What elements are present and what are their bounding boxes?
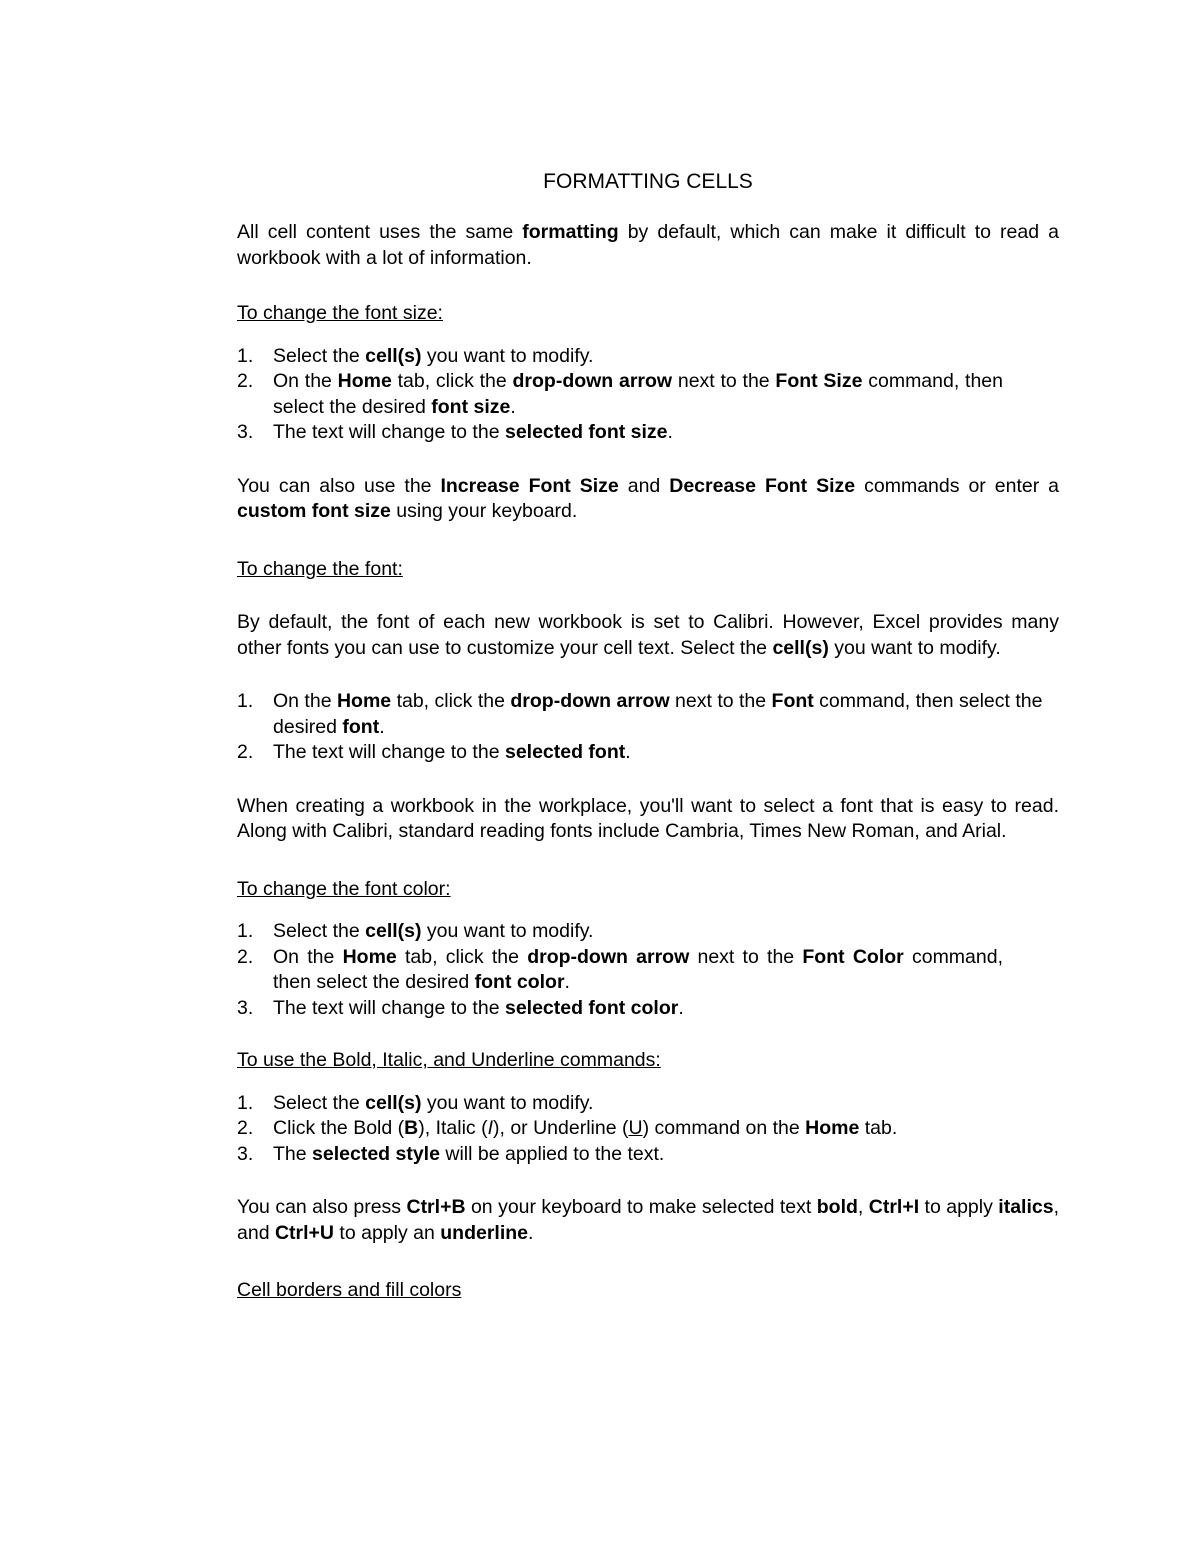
page-title: FORMATTING CELLS: [543, 170, 753, 193]
font-size-note: [237, 474, 1059, 525]
step-text: .: [564, 971, 570, 993]
step-bold: Home: [336, 690, 392, 712]
step-text: On the: [273, 690, 337, 712]
italic-glyph: I: [487, 1117, 493, 1139]
section-heading-font-color: To change the font color:: [237, 877, 451, 900]
biu-steps: [237, 1091, 1059, 1168]
step-text: ), or Underline (: [493, 1117, 629, 1139]
step-text: next to the: [689, 945, 803, 968]
step-text: tab, click the: [391, 690, 511, 712]
note-text: , and: [237, 1196, 1059, 1244]
font-size-steps: [237, 344, 1059, 446]
list-item: [237, 740, 1059, 766]
biu-note: [237, 1195, 1059, 1246]
list-item: [237, 945, 1059, 996]
list-number: 1.: [237, 1091, 254, 1114]
step-bold: cell(s): [365, 920, 422, 942]
step-bold: Font: [771, 690, 814, 712]
step-bold: font size: [431, 395, 511, 418]
list-number: 2.: [237, 945, 254, 968]
list-item: [237, 919, 1059, 945]
section-heading-biu: To use the Bold, Italic, and Underline commands:: [237, 1049, 661, 1071]
step-bold: font: [342, 715, 380, 738]
para-text: By default, the font of each new workbook is set to Calibri. However, Excel provides many other fonts you can use to customize your cell text. Select the: [237, 611, 1059, 659]
step-text: tab, click the: [396, 945, 528, 968]
step-text: .: [510, 395, 516, 418]
list-number: 3.: [237, 421, 254, 443]
note-text: using your keyboard.: [390, 500, 578, 522]
step-text: ) command on the: [642, 1117, 806, 1139]
step-text: next to the: [672, 370, 776, 392]
step-text: The text will change to the: [273, 996, 505, 1019]
note-text: and: [618, 474, 670, 497]
step-text: command, then select the desired: [273, 690, 1043, 738]
step-bold: selected style: [312, 1142, 440, 1165]
step-text: The: [273, 1142, 313, 1165]
step-text: will be applied to the text.: [439, 1142, 665, 1165]
intro-bold-term: formatting: [522, 221, 619, 243]
list-item: [237, 344, 1059, 370]
note-text: to apply an: [334, 1221, 441, 1244]
intro-text: All cell content uses the same: [237, 221, 523, 243]
list-number: 1.: [237, 920, 254, 942]
font-steps: [237, 689, 1059, 766]
step-text: .: [379, 715, 385, 738]
note-text: You can also press: [237, 1196, 407, 1218]
step-bold: drop-down arrow: [512, 370, 673, 392]
step-text: On the: [273, 370, 338, 392]
note-text: You can also use the: [237, 474, 441, 497]
note-text: to apply: [919, 1196, 999, 1218]
para-bold: cell(s): [772, 636, 829, 659]
list-number: 3.: [237, 1142, 254, 1165]
note-bold: Ctrl+B: [406, 1196, 466, 1218]
step-text: next to the: [669, 690, 772, 712]
step-bold: selected font color: [504, 996, 679, 1019]
step-bold: Home: [342, 945, 397, 968]
step-text: you want to modify.: [421, 1091, 594, 1114]
step-text: The text will change to the: [273, 741, 505, 763]
font-paragraph: [237, 610, 1059, 661]
step-text: tab.: [859, 1117, 898, 1139]
step-text: Select the: [273, 920, 366, 942]
step-text: Select the: [273, 344, 366, 367]
note-bold: Decrease Font Size: [669, 474, 856, 497]
intro-paragraph: [237, 220, 1059, 271]
step-text: command, then select the desired: [273, 370, 1003, 418]
bold-glyph: B: [404, 1117, 419, 1139]
section-heading-font: To change the font:: [237, 557, 403, 580]
list-item: [237, 689, 1059, 740]
note-bold: italics: [998, 1196, 1054, 1218]
section-heading-font-size: To change the font size:: [237, 302, 443, 324]
step-bold: cell(s): [365, 344, 422, 367]
step-text: .: [678, 996, 684, 1019]
para-text: you want to modify.: [828, 636, 1001, 659]
list-item: [237, 1142, 1059, 1168]
intro-text: by default, which can make it difficult to read a workbook with a lot of information.: [237, 221, 1059, 269]
note-text: .: [528, 1221, 534, 1244]
step-bold: selected font size: [504, 421, 668, 443]
list-number: 2.: [237, 1117, 254, 1139]
note-bold: Increase Font Size: [440, 474, 619, 497]
step-bold: selected font: [504, 741, 626, 763]
list-number: 2.: [237, 741, 254, 763]
step-text: tab, click the: [391, 370, 513, 392]
step-text: you want to modify.: [421, 920, 594, 942]
step-text: Click the Bold (: [273, 1117, 405, 1139]
list-item: [237, 420, 1059, 446]
step-bold: Home: [337, 370, 392, 392]
font-note: When creating a workbook in the workplace, you'll want to select a font that is easy to read. Along with Calibri, standard reading fonts include Cambria, Times New Roman, and Arial.: [237, 794, 1059, 842]
step-text: .: [625, 741, 631, 763]
step-text: On the: [273, 945, 343, 968]
step-bold: Home: [805, 1117, 860, 1139]
step-text: command, then select the desired: [273, 945, 1004, 993]
note-text: commands or enter a: [855, 474, 1060, 497]
list-item: [237, 1091, 1059, 1117]
list-item: [237, 1116, 1059, 1142]
list-item: [237, 369, 1059, 420]
step-bold: Font Size: [775, 370, 863, 392]
step-bold: font color: [474, 971, 565, 993]
list-item: [237, 996, 1059, 1022]
step-bold: drop-down arrow: [510, 690, 670, 712]
step-text: .: [667, 421, 673, 443]
note-bold: underline: [440, 1221, 529, 1244]
step-text: you want to modify.: [421, 344, 594, 367]
list-number: 2.: [237, 370, 254, 392]
note-text: ,: [857, 1196, 869, 1218]
list-number: 3.: [237, 996, 254, 1019]
step-bold: drop-down arrow: [527, 945, 690, 968]
section-heading-borders: Cell borders and fill colors: [237, 1279, 462, 1301]
step-text: Select the: [273, 1091, 366, 1114]
note-bold: Ctrl+I: [868, 1196, 920, 1218]
step-text: ), Italic (: [418, 1117, 488, 1139]
list-number: 1.: [237, 690, 254, 712]
note-bold: Ctrl+U: [274, 1221, 335, 1244]
step-text: The text will change to the: [273, 421, 505, 443]
note-text: on your keyboard to make selected text: [465, 1196, 817, 1218]
underline-glyph: U: [628, 1117, 643, 1139]
note-bold: bold: [816, 1196, 858, 1218]
list-number: 1.: [237, 344, 254, 367]
step-bold: Font Color: [802, 945, 904, 968]
note-bold: custom font size: [237, 500, 391, 522]
step-bold: cell(s): [365, 1091, 422, 1114]
document-page: [237, 168, 1059, 1304]
font-color-steps: [237, 919, 1059, 1021]
